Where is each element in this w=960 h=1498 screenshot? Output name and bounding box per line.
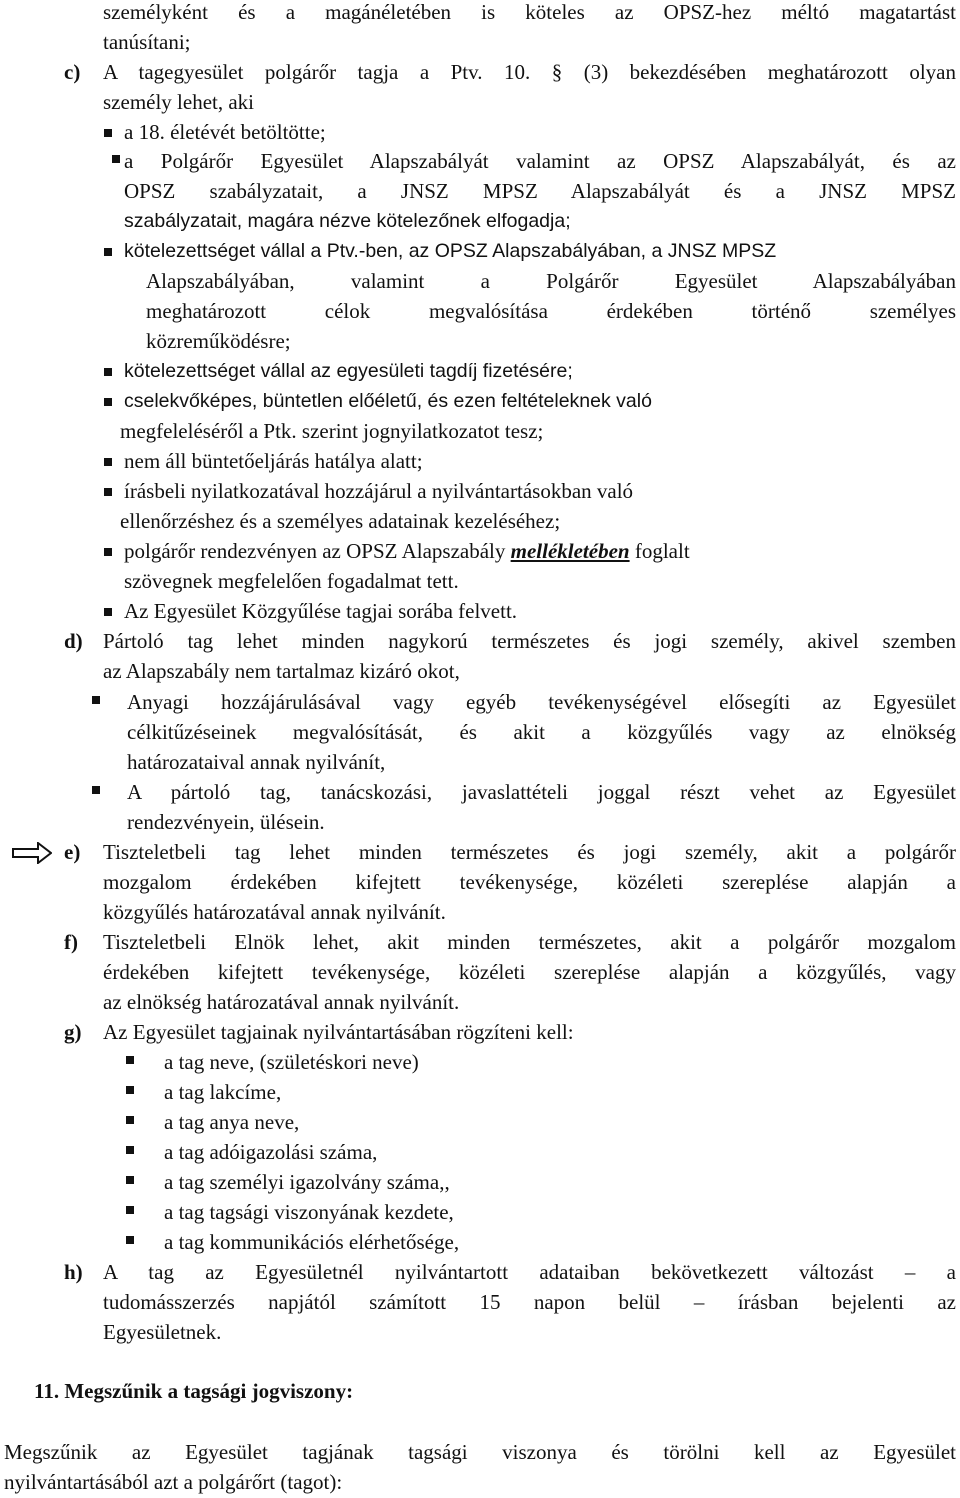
text-line: Alapszabályában, valamint a Polgárőr Egyesület Alapszabályában	[146, 269, 956, 293]
text-line: szövegnek megfelelően fogadalmat tett.	[124, 569, 459, 593]
square-bullet-icon	[104, 248, 112, 256]
text-line: Pártoló tag lehet minden nagykorú természetes és jogi személy, akivel szemben	[103, 629, 956, 653]
text-line: megfeleléséről a Ptk. szerint jognyilatkozatot tesz;	[120, 419, 544, 443]
text-line: rendezvényein, ülésein.	[127, 810, 325, 834]
text-line: kötelezettséget vállal az egyesületi tagdíj fizetésére;	[124, 360, 573, 382]
list-item: a tag lakcíme,	[164, 1080, 282, 1104]
text-line: Megszűnik az Egyesület tagjának tagsági viszonya és törölni kell az Egyesület	[4, 1440, 956, 1464]
square-bullet-icon	[104, 368, 112, 376]
text-line: cselekvőképes, büntetlen előéletű, és ezen feltételeknek való	[124, 390, 652, 412]
square-bullet-icon	[126, 1056, 134, 1064]
list-item: a tag kommunikációs elérhetősége,	[164, 1230, 460, 1254]
text-line: ellenőrzéshez és a személyes adatainak kezeléséhez;	[120, 509, 561, 533]
text-line: szabályzatait, magára nézve kötelezőnek elfogadja;	[124, 210, 571, 232]
emphasis-text: mellékletében	[510, 539, 630, 563]
square-bullet-icon	[104, 488, 112, 496]
square-bullet-icon	[126, 1116, 134, 1124]
text-line: A tag az Egyesületnél nyilvántartott adataiban bekövetkezett változást – a	[103, 1260, 956, 1284]
text-span: polgárőr rendezvényen az OPSZ Alapszabály	[124, 539, 511, 563]
text-line: meghatározott célok megvalósítása érdekében történő személyes	[146, 299, 956, 323]
square-bullet-icon	[104, 458, 112, 466]
text-line: az elnökség határozatával annak nyilvánít.	[103, 990, 460, 1014]
text-line: az Alapszabály nem tartalmaz kizáró okot,	[103, 659, 460, 683]
item-label-g: g)	[64, 1020, 82, 1044]
text-line: nem áll büntetőeljárás hatálya alatt;	[124, 449, 423, 473]
item-label-f: f)	[64, 930, 78, 954]
item-label-e: e)	[64, 840, 81, 864]
text-span: foglalt	[629, 539, 690, 563]
square-bullet-icon	[112, 155, 120, 163]
section-heading: 11. Megszűnik a tagsági jogviszony:	[34, 1379, 354, 1403]
text-line: kötelezettséget vállal a Ptv.-ben, az OPSZ Alapszabályában, a JNSZ MPSZ	[124, 240, 777, 262]
square-bullet-icon	[92, 696, 100, 704]
list-item: a tag neve, (születéskori neve)	[164, 1050, 419, 1074]
text-line: Az Egyesület Közgyűlése tagjai sorába felvett.	[124, 599, 518, 623]
text-line: Anyagi hozzájárulásával vagy egyéb tevékenységével elősegíti az Egyesület	[127, 690, 956, 714]
item-label-d: d)	[64, 629, 83, 653]
text-line: közreműködésre;	[146, 329, 291, 353]
text-line: a Polgárőr Egyesület Alapszabályát valamint az OPSZ Alapszabályát, és az	[124, 149, 956, 173]
square-bullet-icon	[92, 786, 100, 794]
square-bullet-icon	[126, 1236, 134, 1244]
text-line: személy lehet, aki	[103, 90, 255, 114]
text-line: határozataival annak nyilvánít,	[127, 750, 386, 774]
item-label-h: h)	[64, 1260, 83, 1284]
text-line: OPSZ szabályzatait, a JNSZ MPSZ Alapszabályát és a JNSZ MPSZ	[124, 179, 956, 203]
list-item: a tag anya neve,	[164, 1110, 300, 1134]
outline-arrow-right-icon	[12, 842, 52, 864]
list-item: a tag tagsági viszonyának kezdete,	[164, 1200, 454, 1224]
square-bullet-icon	[126, 1206, 134, 1214]
square-bullet-icon	[104, 608, 112, 616]
text-line: A pártoló tag, tanácskozási, javaslattételi joggal részt vehet az Egyesület	[127, 780, 956, 804]
text-line: Tiszteletbeli Elnök lehet, akit minden természetes, akit a polgárőr mozgalom	[103, 930, 956, 954]
text-line: Tiszteletbeli tag lehet minden természetes és jogi személy, akit a polgárőr	[103, 840, 956, 864]
text-line: Egyesületnek.	[103, 1320, 222, 1344]
text-line: A tagegyesület polgárőr tagja a Ptv. 10. § (3) bekezdésében meghatározott olyan	[103, 60, 956, 84]
item-label-c: c)	[64, 60, 81, 84]
square-bullet-icon	[126, 1176, 134, 1184]
text-line	[124, 536, 690, 566]
text-line: mozgalom érdekében kifejtett tevékenysége, közéleti szereplése alapján a	[103, 870, 956, 894]
text-line: Az Egyesület tagjainak nyilvántartásában rögzíteni kell:	[103, 1020, 574, 1044]
text-line: a 18. életévét betöltötte;	[124, 120, 326, 144]
text-line: nyilvántartásából azt a polgárőrt (tagot):	[4, 1470, 343, 1494]
list-item: a tag adóigazolási száma,	[164, 1140, 378, 1164]
square-bullet-icon	[104, 398, 112, 406]
text-line: célkitűzéseinek megvalósítását, és akit a közgyűlés vagy az elnökség	[127, 720, 956, 744]
text-line: közgyűlés határozatával annak nyilvánít.	[103, 900, 446, 924]
square-bullet-icon	[104, 129, 112, 137]
square-bullet-icon	[126, 1086, 134, 1094]
square-bullet-icon	[104, 548, 112, 556]
text-line: írásbeli nyilatkozatával hozzájárul a nyilvántartásokban való	[124, 479, 634, 503]
square-bullet-icon	[126, 1146, 134, 1154]
list-item: a tag személyi igazolvány száma,,	[164, 1170, 450, 1194]
text-line: tudomásszerzés napjától számított 15 napon belül – írásban bejelenti az	[103, 1290, 956, 1314]
text-line: érdekében kifejtett tevékenysége, közéleti szereplése alapján a közgyűlés, vagy	[103, 960, 956, 984]
text-line: személyként és a magánéletében is köteles az OPSZ-hez méltó magatartást	[103, 0, 956, 24]
text-line: tanúsítani;	[103, 30, 191, 54]
